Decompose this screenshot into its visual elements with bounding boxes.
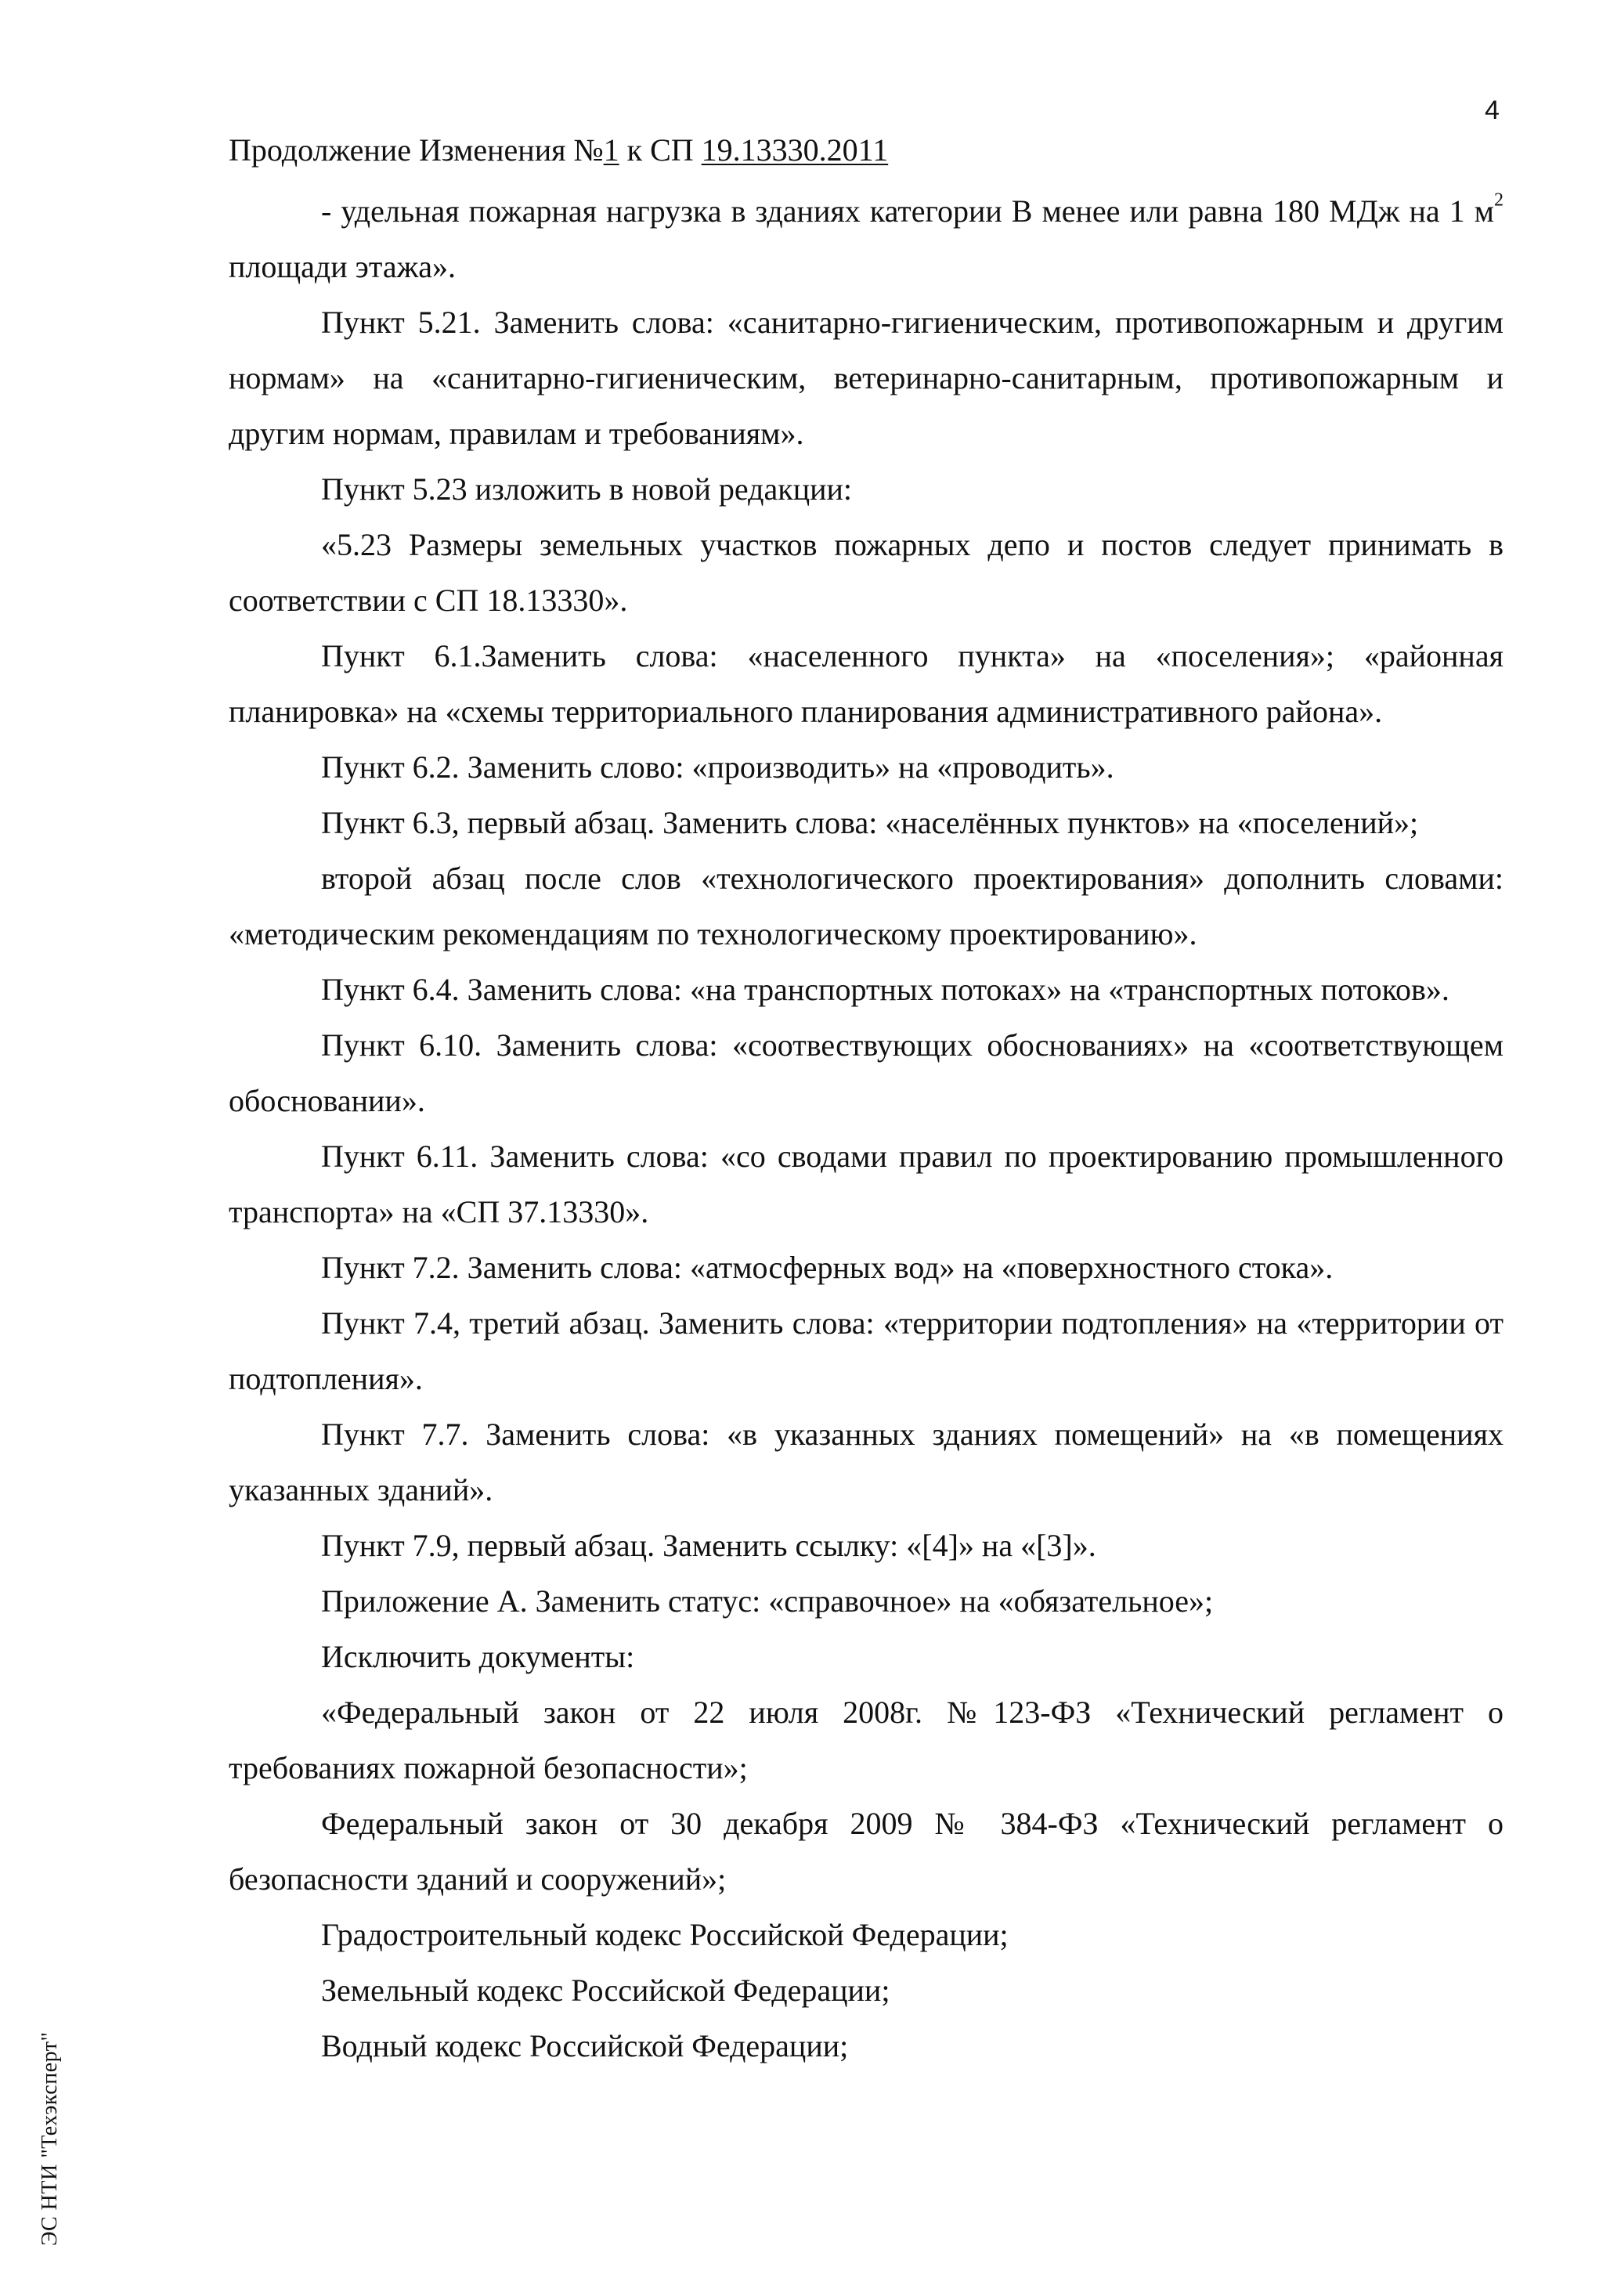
document-header (229, 132, 888, 169)
paragraph-6-3: Пункт 6.3, первый абзац. Заменить слова: «населённых пунктов» на «поселений»; (321, 805, 1419, 840)
paragraph-5-21: Пункт 5.21. Заменить слова: «санитарно-гигиеническим, противопожарным и другим нормам» на «санитарно-гигиеническим, ветеринарно-санитарным, противопожарным и другим нормам, правилам и требованиям». (229, 305, 1504, 451)
paragraph-7-9: Пункт 7.9, первый абзац. Заменить ссылку: «[4]» на «[3]». (321, 1528, 1096, 1563)
superscript-2: 2 (1494, 190, 1504, 211)
paragraph-7-2: Пункт 7.2. Заменить слова: «атмосферных вод» на «поверхностного стока». (321, 1250, 1334, 1285)
paragraph-fire-load (229, 183, 1504, 294)
fire-load-text-end: площади этажа». (229, 249, 456, 284)
page-number: 4 (1485, 96, 1500, 125)
paragraph-land-code: Земельный кодекс Российской Федерации; (321, 1973, 890, 2008)
paragraph-6-1: Пункт 6.1.Заменить слова: «населенного пункта» на «поселения»; «районная планировка» на «схемы территориального планирования административного района». (229, 638, 1504, 729)
side-stamp: ЭС НТИ "Техэксперт" (38, 2031, 62, 2246)
paragraph-7-7: Пункт 7.7. Заменить слова: «в указанных зданиях помещений» на «в помещениях указанных зданий». (229, 1417, 1504, 1507)
paragraph-5-23-text: «5.23 Размеры земельных участков пожарных депо и постов следует принимать в соответствии с СП 18.13330». (229, 527, 1504, 618)
header-prefix: Продолжение Изменения № (229, 132, 604, 168)
paragraph-5-23-intro: Пункт 5.23 изложить в новой редакции: (321, 471, 853, 507)
paragraph-water-code: Водный кодекс Российской Федерации; (321, 2028, 849, 2063)
paragraph-6-10: Пункт 6.10. Заменить слова: «соотвествующих обоснованиях» на «соответствующем обосновании». (229, 1027, 1504, 1118)
paragraph-urban-code: Градостроительный кодекс Российской Федерации; (321, 1917, 1009, 1952)
paragraph-6-3-second: второй абзац после слов «технологического проектирования» дополнить словами: «методическим рекомендациям по технологическому проектированию». (229, 861, 1504, 951)
document-body (229, 183, 1504, 2074)
paragraph-exclude-intro: Исключить документы: (321, 1639, 635, 1674)
paragraph-7-4: Пункт 7.4, третий абзац. Заменить слова: «территории подтопления» на «территории от подтопления». (229, 1305, 1504, 1396)
header-change-number: 1 (603, 132, 619, 168)
paragraph-6-11: Пункт 6.11. Заменить слова: «со сводами правил по проектированию промышленного транспорта» на «СП 37.13330». (229, 1139, 1504, 1229)
header-code: 19.13330.2011 (701, 132, 889, 168)
paragraph-appendix-a: Приложение А. Заменить статус: «справочное» на «обязательное»; (321, 1583, 1214, 1619)
paragraph-6-4: Пункт 6.4. Заменить слова: «на транспортных потоках» на «транспортных потоков». (321, 972, 1449, 1007)
fire-load-text: - удельная пожарная нагрузка в зданиях категории В менее или равна 180 МДж на 1 м (321, 193, 1494, 229)
header-middle: к СП (619, 132, 702, 168)
paragraph-fz-123: «Федеральный закон от 22 июля 2008г. №123-ФЗ «Технический регламент о требованиях пожарной безопасности»; (229, 1695, 1504, 1785)
paragraph-6-2: Пункт 6.2. Заменить слово: «производить» на «проводить». (321, 749, 1114, 785)
paragraph-fz-384: Федеральный закон от 30 декабря 2009 № 384-ФЗ «Технический регламент о безопасности зданий и сооружений»; (229, 1806, 1504, 1897)
